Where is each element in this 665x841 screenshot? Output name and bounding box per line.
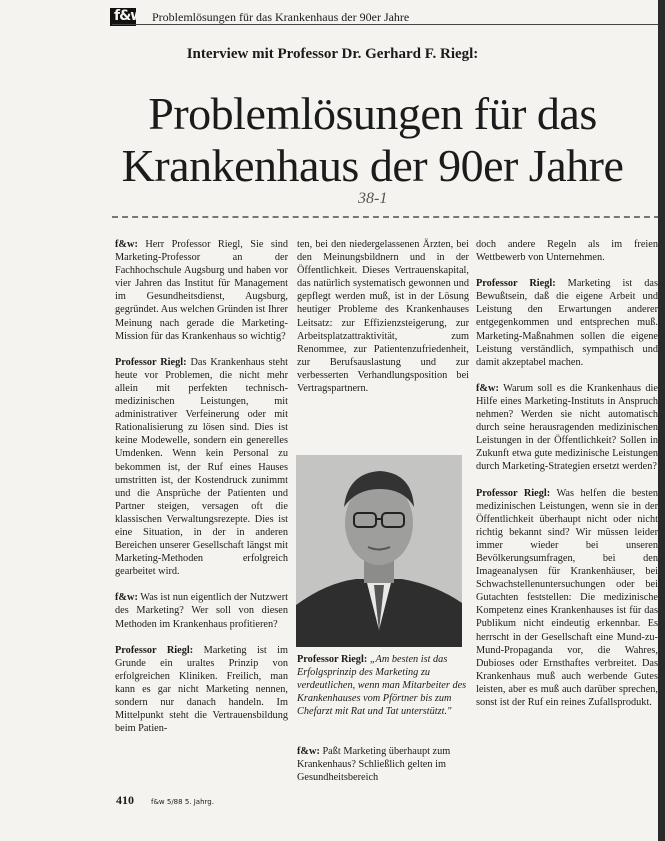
speaker-label: Professor Riegl: (476, 278, 556, 290)
article-column-1 (115, 238, 288, 748)
speaker-label: f&w: (476, 382, 499, 394)
scan-edge (658, 0, 665, 841)
speaker-label: f&w: (115, 592, 138, 604)
paragraph: ten, bei den niedergelassenen Ärzten, bei den Meinungsbildnern und in der Öffentlichkeit. Dieses Vertrauenskapital, das natürlich systematisch gewonnen und gepflegt werden muß, ist in der Lösung heutiger Probleme des Krankenhauses Leitsatz: zur Effizienzsteigerung, zur Arbeitsplatzattraktivität, zum Renommee, zur Patientenzufriedenheit, zur Berufsauslastung und zur verbesserten Verhandlungsposition bei Vertragspartnern. (297, 239, 469, 395)
paragraph (115, 591, 288, 630)
speaker-label: f&w: (297, 746, 320, 757)
paragraph (115, 238, 288, 343)
page-number: 410 (116, 793, 134, 807)
page-header (112, 8, 657, 30)
paragraph (476, 382, 658, 474)
headline (80, 88, 665, 192)
article-column-3 (476, 238, 658, 722)
magazine-issue: f&w 5/88 5. Jahrg. (151, 798, 214, 806)
photo-caption (297, 653, 467, 718)
interview-line: Interview mit Professor Dr. Gerhard F. Riegl: (186, 46, 479, 62)
paragraph-text: doch andere Regeln als im freien Wettbewerb von Unternehmen. (476, 239, 658, 264)
article-column-2 (297, 238, 469, 408)
paragraph-text: Das Krankenhaus steht heute vor Problemen, die nicht mehr allein mit perfekten technisch-medizinischen Leistungen, mit administrativer Verfeinerung oder mit Rationalisierung zu lösen sind. Dies ist keine Modewelle, sondern ein generelles Umdenken. Wenn kein Personal zu bekommen ist, der Ruf eines Hauses umstritten ist, der Kostendruck zunimmt und die Ansprüche der Patienten und Partner steigen, versagen oft die klassischen Verwaltungsrezepte. Dies ist eine Situation, in der in anderen Bereichen unserer Gesellschaft längst mit Marketing-Methoden erfolgreich gearbeitet wird. (115, 356, 289, 578)
headline-line-2: Krankenhaus der 90er Jahre (121, 140, 624, 191)
headline-line-1: Problemlösungen für das (148, 88, 597, 139)
paragraph (476, 277, 658, 369)
paragraph (476, 238, 658, 264)
portrait-illustration (296, 455, 462, 647)
header-rule (112, 24, 660, 25)
paragraph-text: Was ist nun eigentlich der Nutzwert des Marketing? Wer soll von diesen Methoden im Krankenhaus profitieren? (115, 592, 289, 630)
speaker-label: Professor Riegl: (115, 644, 194, 656)
paragraph-text: Herr Professor Riegl, Sie sind Marketing-Professor an der Fachhochschule Augsburg und haben vor vier Jahren das Institut für Management im Gesundheitsdienst, Augsburg, gegründet. Aus welchen Gründen ist Ihrer Meinung nach gerade die Marketing-Mission für das Krankenhaus so wichtig? (115, 239, 288, 342)
caption-speaker: Professor Riegl: (297, 654, 368, 665)
paragraph (115, 356, 288, 579)
speaker-label: Professor Riegl: (476, 487, 551, 499)
paragraph (115, 644, 288, 736)
column-2-question (297, 745, 469, 784)
running-title: Problemlösungen für das Krankenhaus der 90er Jahre (152, 10, 410, 24)
caption-text: „Am besten ist das Erfolgsprinzip des Marketing zu verdeutlichen, wenn man Mitarbeiter des Krankenhauses vom Pförtner bis zum Chefarzt mit Rat und Tat unterstützt." (297, 654, 467, 717)
paragraph-text: Marketing ist im Grunde ein uraltes Prinzip von erfolgreichen Kliniken. Freilich, man kann es gar nicht Marketing nennen, sondern nur danach handeln. Im Mittelpunkt steht die Vertrauensbildung beim Patien- (115, 644, 289, 735)
paragraph-text: Marketing ist das Bewußtsein, daß die eigene Arbeit und Leistung den Erwartungen anderer entgegenkommen und entsprechen muß. Marketing-Maßnahmen sollen die eigene Leistung verständlich, sympathisch und damit akzeptabel machen. (476, 278, 659, 368)
magazine-logo: f&w (114, 8, 143, 24)
paragraph (476, 487, 658, 710)
page-footer (116, 793, 214, 808)
speaker-label: Professor Riegl: (115, 356, 187, 368)
handwritten-note: 38-1 (358, 190, 388, 207)
portrait-photo (296, 455, 462, 647)
speaker-label: f&w: (115, 239, 138, 250)
paragraph-text: Paßt Marketing überhaupt zum Krankenhaus? Schließlich gelten im Gesundheitsbereich (297, 746, 451, 784)
paragraph-text: Warum soll es die Krankenhaus die Hilfe eines Marketing-Instituts in Anspruch nehmen? Werden sie nicht automatisch durch seine herausragenden medizinischen Leistungen in der Öffentlichkeit? Sollen in Zukunft etwa gute medizinische Leistungen durch Marketing-Strategien ersetzt werden? (476, 382, 658, 473)
paragraph-text: Was helfen die besten medizinischen Leistungen, wenn sie in der Öffentlichkeit überhaupt nicht oder nicht richtig bekannt sind? Wir müssen leider immer wieder bei unseren Bevölkerungsumfragen, bei den Imageanalysen für Krankenhäuser, bei Schwachstellenuntersuchungen oder bei Gutachten feststellen: Die medizinische Kompetenz eines Krankenhauses ist für das Publikum nicht eindeutig erkennbar. Es herrscht in der Gesellschaft eine Mund-zu-Mund-Propaganda vor, die Wahres, Dubioses oder Ernsthaftes verbreitet. Das Krankenhaus muß auch werbende Gutes leisten, aber es muß auch darüber sprechen, sonst ist der Ruf ein reines Zufallsprodukt. (476, 487, 659, 708)
section-divider (112, 216, 660, 218)
